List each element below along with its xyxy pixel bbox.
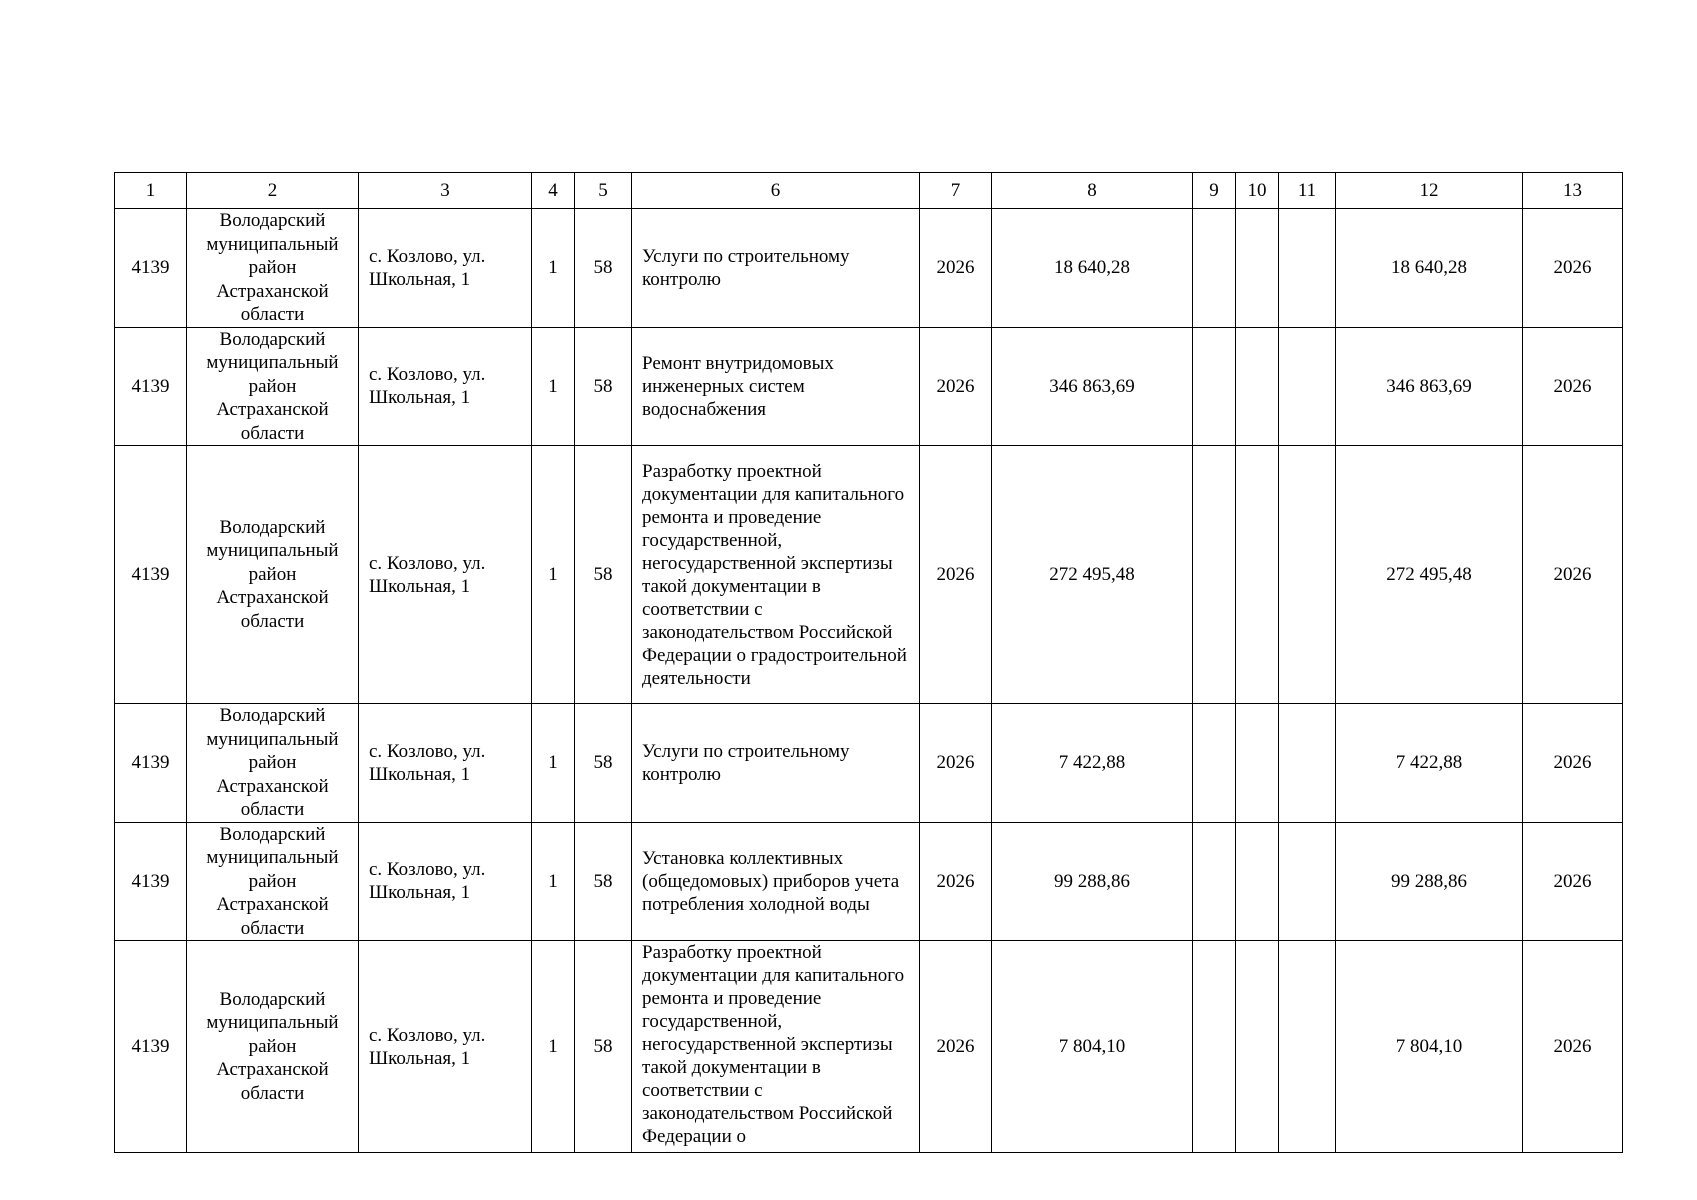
table-row (115, 446, 1623, 704)
cell-address: с. Козлово, ул. Школьная, 1 (359, 822, 532, 941)
cell-col10 (1236, 446, 1279, 704)
cell-col4: 1 (532, 704, 575, 823)
cell-amount-total: 7 422,88 (1336, 704, 1523, 823)
column-header-13: 13 (1523, 173, 1623, 209)
cell-col4: 1 (532, 941, 575, 1153)
cell-year: 2026 (920, 327, 992, 446)
cell-col5: 58 (575, 941, 632, 1153)
cell-col11 (1279, 704, 1336, 823)
cell-municipality: Володарский муниципальный район Астраханской области (187, 446, 359, 704)
cell-address: с. Козлово, ул. Школьная, 1 (359, 941, 532, 1153)
cell-col4: 1 (532, 327, 575, 446)
table-row (115, 941, 1623, 1153)
cell-municipality: Володарский муниципальный район Астраханской области (187, 327, 359, 446)
cell-municipality: Володарский муниципальный район Астраханской области (187, 941, 359, 1153)
header-row (115, 173, 1623, 209)
cell-col11 (1279, 327, 1336, 446)
cell-col4: 1 (532, 209, 575, 328)
cell-municipality: Володарский муниципальный район Астраханской области (187, 704, 359, 823)
cell-amount-total: 99 288,86 (1336, 822, 1523, 941)
cell-year: 2026 (920, 446, 992, 704)
cell-amount: 346 863,69 (992, 327, 1193, 446)
cell-code: 4139 (115, 446, 187, 704)
table-row (115, 704, 1623, 823)
cell-work-type: Услуги по строительному контролю (632, 209, 920, 328)
column-header-3: 3 (359, 173, 532, 209)
cell-amount-total: 272 495,48 (1336, 446, 1523, 704)
cell-col11 (1279, 209, 1336, 328)
cell-end-year: 2026 (1523, 446, 1623, 704)
column-header-2: 2 (187, 173, 359, 209)
cell-col4: 1 (532, 822, 575, 941)
cell-work-type: Ремонт внутридомовых инженерных систем водоснабжения (632, 327, 920, 446)
cell-year: 2026 (920, 822, 992, 941)
cell-col10 (1236, 941, 1279, 1153)
cell-year: 2026 (920, 704, 992, 823)
cell-col11 (1279, 446, 1336, 704)
cell-col9 (1193, 941, 1236, 1153)
cell-amount: 7 804,10 (992, 941, 1193, 1153)
column-header-7: 7 (920, 173, 992, 209)
cell-end-year: 2026 (1523, 327, 1623, 446)
cell-col5: 58 (575, 446, 632, 704)
column-header-5: 5 (575, 173, 632, 209)
table-row (115, 209, 1623, 328)
column-header-10: 10 (1236, 173, 1279, 209)
cell-col5: 58 (575, 327, 632, 446)
column-header-1: 1 (115, 173, 187, 209)
table-row (115, 822, 1623, 941)
cell-amount: 272 495,48 (992, 446, 1193, 704)
data-table-container (114, 172, 1622, 1153)
cell-work-type: Разработку проектной документации для капитального ремонта и проведение государственной, негосударственной экспертизы такой документации в соответствии с законодательством Российской Федерации о (632, 941, 920, 1153)
cell-col9 (1193, 822, 1236, 941)
cell-municipality: Володарский муниципальный район Астраханской области (187, 209, 359, 328)
cell-code: 4139 (115, 941, 187, 1153)
column-header-8: 8 (992, 173, 1193, 209)
cell-amount-total: 7 804,10 (1336, 941, 1523, 1153)
cell-end-year: 2026 (1523, 704, 1623, 823)
cell-amount-total: 18 640,28 (1336, 209, 1523, 328)
cell-amount: 7 422,88 (992, 704, 1193, 823)
cell-code: 4139 (115, 704, 187, 823)
cell-amount: 99 288,86 (992, 822, 1193, 941)
cell-col5: 58 (575, 822, 632, 941)
cell-address: с. Козлово, ул. Школьная, 1 (359, 704, 532, 823)
cell-code: 4139 (115, 327, 187, 446)
data-table (114, 172, 1623, 1153)
cell-address: с. Козлово, ул. Школьная, 1 (359, 209, 532, 328)
cell-col9 (1193, 704, 1236, 823)
cell-code: 4139 (115, 209, 187, 328)
cell-col5: 58 (575, 209, 632, 328)
column-header-9: 9 (1193, 173, 1236, 209)
cell-col10 (1236, 822, 1279, 941)
cell-address: с. Козлово, ул. Школьная, 1 (359, 327, 532, 446)
cell-col9 (1193, 209, 1236, 328)
cell-work-type: Установка коллективных (общедомовых) приборов учета потребления холодной воды (632, 822, 920, 941)
cell-amount: 18 640,28 (992, 209, 1193, 328)
column-header-6: 6 (632, 173, 920, 209)
cell-col9 (1193, 327, 1236, 446)
cell-address: с. Козлово, ул. Школьная, 1 (359, 446, 532, 704)
cell-col10 (1236, 704, 1279, 823)
cell-col4: 1 (532, 446, 575, 704)
cell-code: 4139 (115, 822, 187, 941)
cell-col5: 58 (575, 704, 632, 823)
cell-end-year: 2026 (1523, 209, 1623, 328)
cell-col10 (1236, 209, 1279, 328)
column-header-12: 12 (1336, 173, 1523, 209)
cell-amount-total: 346 863,69 (1336, 327, 1523, 446)
cell-municipality: Володарский муниципальный район Астраханской области (187, 822, 359, 941)
cell-work-type: Услуги по строительному контролю (632, 704, 920, 823)
cell-col11 (1279, 822, 1336, 941)
column-header-4: 4 (532, 173, 575, 209)
cell-work-type: Разработку проектной документации для капитального ремонта и проведение государственной, негосударственной экспертизы такой документации в соответствии с законодательством Российской Федерации о градостроительной деятельности (632, 446, 920, 704)
cell-year: 2026 (920, 941, 992, 1153)
column-header-11: 11 (1279, 173, 1336, 209)
cell-year: 2026 (920, 209, 992, 328)
table-row (115, 327, 1623, 446)
cell-col9 (1193, 446, 1236, 704)
cell-col10 (1236, 327, 1279, 446)
cell-end-year: 2026 (1523, 822, 1623, 941)
cell-col11 (1279, 941, 1336, 1153)
cell-end-year: 2026 (1523, 941, 1623, 1153)
